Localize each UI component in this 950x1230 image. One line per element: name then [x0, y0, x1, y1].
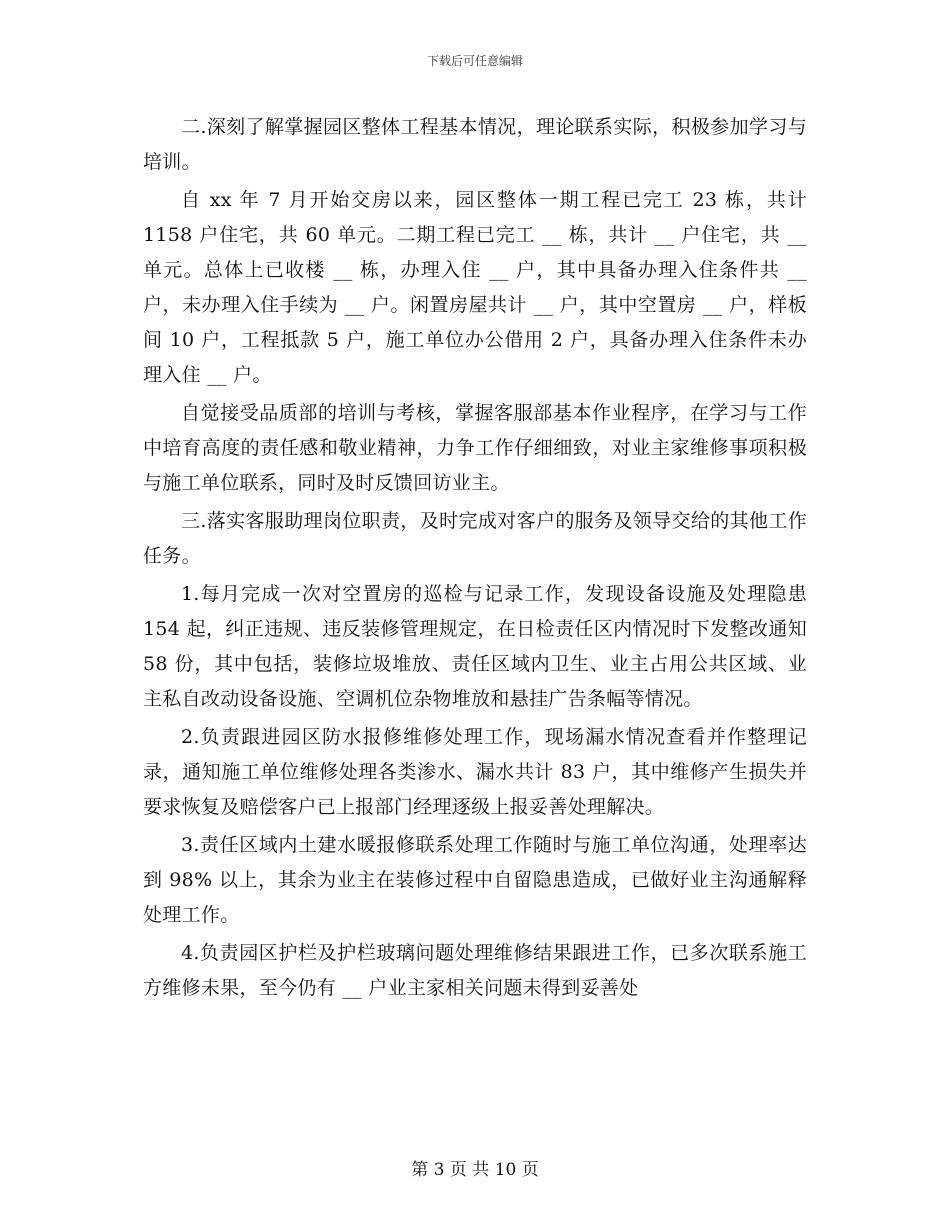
- paragraph-item-3: 3.责任区域内土建水暖报修联系处理工作随时与施工单位沟通，处理率达到 98% 以上，其余为业主在装修过程中自留隐患造成，已做好业主沟通解释处理工作。: [143, 834, 807, 926]
- page-number-footer: 第 3 页 共 10 页: [411, 1160, 539, 1180]
- paragraph-item-2: 2.负责跟进园区防水报修维修处理工作，现场漏水情况查看并作整理记录，通知施工单位维修处理各类渗水、漏水共计 83 户，其中维修产生损失并要求恢复及赔偿客户已上报部门经理逐级上报妥善处理解决。: [143, 726, 807, 818]
- paragraph-project-status: 自 xx 年 7 月开始交房以来，园区整体一期工程已完工 23 栋，共计 1158 户住宅，共 60 单元。二期工程已完工 __ 栋，共计 __ 户住宅，共 __ 单元。总体上已收楼 __ 栋，办理入住 __ 户，其中具备办理入住条件共 __ 户，未办理入住手续为 __ 户。闲置房屋共计 __ 户，其中空置房 __ 户，样板间 10 户，工程抵款 5 户，施工单位办公借用 2 户，具备办理入住条件未办理入住 __ 户。: [143, 189, 814, 386]
- page-header: 下载后可任意编辑: [426, 54, 523, 68]
- paragraph-section-three-heading: 三.落实客服助理岗位职责，及时完成对客户的服务及领导交给的其他工作任务。: [143, 510, 807, 567]
- paragraph-section-two-heading: 二.深刻了解掌握园区整体工程基本情况，理论联系实际，积极参加学习与培训。: [143, 116, 807, 173]
- paragraph-item-1: 1.每月完成一次对空置房的巡检与记录工作，发现设备设施及处理隐患 154 起，纠正违规、违反装修管理规定，在日检责任区内情况时下发整改通知 58 份，其中包括，装修垃圾堆放、责任区域内卫生、业主占用公共区域、业主私自改动设备设施、空调机位杂物堆放和悬挂广告条幅等情况。: [143, 583, 814, 710]
- paragraph-item-4: 4.负责园区护栏及护栏玻璃问题处理维修结果跟进工作，已多次联系施工方维修未果，至今仍有 __ 户业主家相关问题未得到妥善处: [143, 942, 807, 999]
- paragraph-training: 自觉接受品质部的培训与考核，掌握客服部基本作业程序，在学习与工作中培育高度的责任感和敬业精神，力争工作仔细细致，对业主家维修事项积极与施工单位联系，同时及时反馈回访业主。: [143, 402, 807, 494]
- document-body: [143, 110, 814, 1009]
